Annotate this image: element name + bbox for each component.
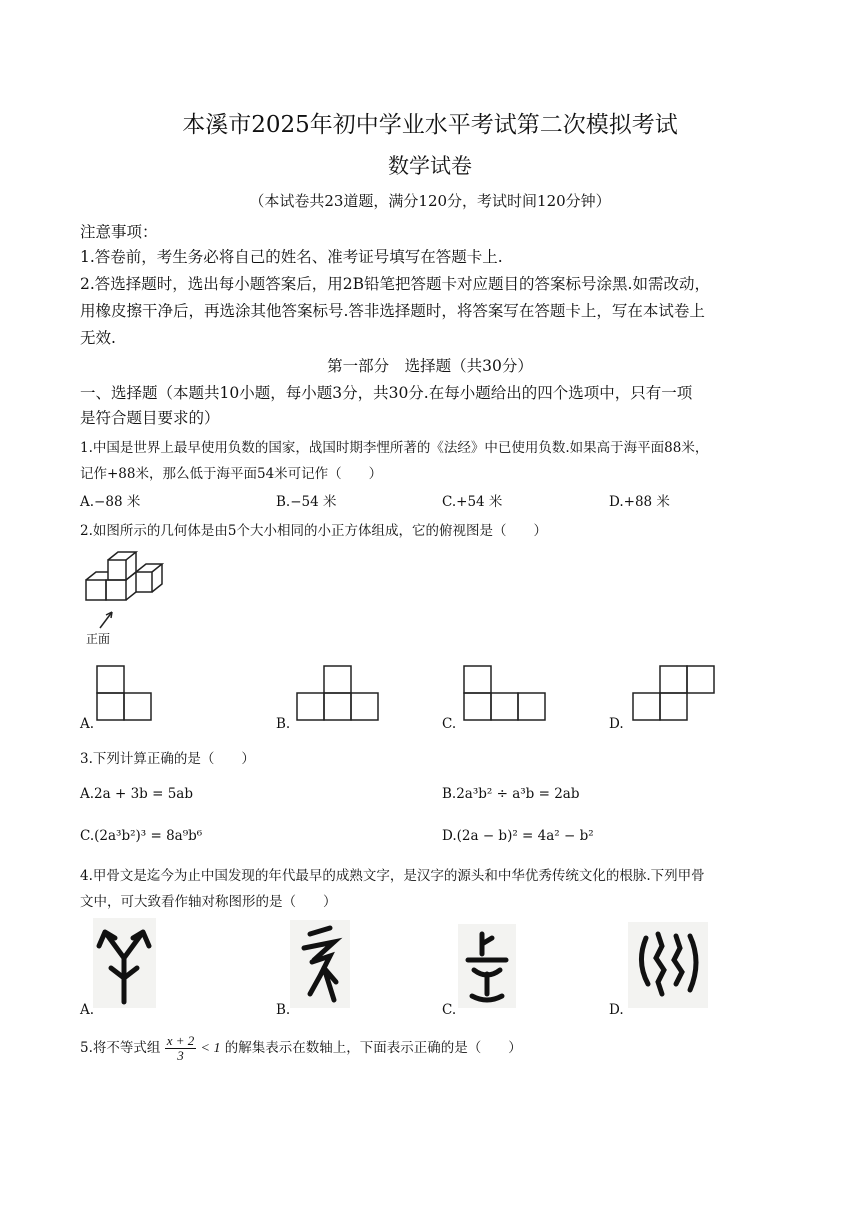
question-5-suffix: 的解集表示在数轴上，下面表示正确的是（ ） bbox=[224, 1040, 522, 1056]
question-1-line-1: 1.中国是世界上最早使用负数的国家，战国时期李悝所著的《法经》中已使用负数.如果高于海平面88米， bbox=[80, 440, 709, 456]
option-a-figure bbox=[95, 664, 155, 722]
option-c-figure bbox=[463, 664, 547, 722]
oracle-glyph-b-image bbox=[290, 920, 350, 1008]
question-5-text bbox=[80, 1034, 522, 1063]
exam-title: 本溪市2025年初中学业水平考试第二次模拟考试 bbox=[182, 112, 678, 138]
question-2-text: 2.如图所示的几何体是由5个大小相同的小正方体组成，它的俯视图是（ ） bbox=[80, 523, 547, 539]
notice-item-2-line-1: 2.答选择题时，选出每小题答案后，用2B铅笔把答题卡对应题目的答案标号涂黑.如需改动， bbox=[80, 275, 710, 293]
part1-title: 第一部分 选择题（共30分） bbox=[327, 357, 533, 375]
inequality-relation: < 1 bbox=[200, 1041, 221, 1056]
option-b-figure bbox=[296, 664, 380, 722]
question-2-option-d: D. bbox=[609, 716, 624, 732]
question-3-text: 3.下列计算正确的是（ ） bbox=[80, 751, 255, 767]
question-1-option-b: B.−54 米 bbox=[276, 494, 337, 510]
question-2-option-c: C. bbox=[442, 716, 457, 732]
question-1-option-d: D.+88 米 bbox=[609, 494, 670, 510]
section-instructions-line-2: 是符合题目要求的） bbox=[80, 409, 220, 427]
question-4-line-1: 4.甲骨文是迄今为止中国发现的年代最早的成熟文字，是汉字的源头和中华优秀传统文化的根脉.下列甲骨 bbox=[80, 868, 705, 884]
oracle-glyph-a-image bbox=[93, 918, 156, 1008]
fraction-denominator: 3 bbox=[177, 1048, 184, 1063]
notice-item-2-line-3: 无效. bbox=[80, 329, 116, 347]
question-4-line-2: 文中，可大致看作轴对称图形的是（ ） bbox=[80, 894, 337, 910]
oracle-glyph-c-image bbox=[458, 924, 516, 1008]
question-4-option-a: A. bbox=[80, 1002, 95, 1018]
question-2-option-a: A. bbox=[80, 716, 95, 732]
question-2-option-b: B. bbox=[276, 716, 291, 732]
question-3-option-d: D.(2a − b)² = 4a² − b² bbox=[442, 828, 594, 844]
notice-heading: 注意事项： bbox=[80, 223, 158, 241]
question-5-prefix: 5.将不等式组 bbox=[80, 1040, 161, 1056]
exam-subtitle: 数学试卷 bbox=[388, 154, 472, 178]
section-instructions-line-1: 一、选择题（本题共10小题，每小题3分，共30分.在每小题给出的四个选项中，只有一项 bbox=[80, 384, 693, 402]
inequality-fraction bbox=[165, 1034, 197, 1063]
question-3-option-c: C.(2a³b²)³ = 8a⁹b⁶ bbox=[80, 828, 203, 844]
oracle-glyph-d-image bbox=[628, 922, 708, 1008]
question-1-option-a: A.−88 米 bbox=[80, 494, 141, 510]
notice-item-2-line-2: 用橡皮擦干净后，再选涂其他答案标号.答非选择题时，将答案写在答题卡上，写在本试卷上 bbox=[80, 302, 705, 320]
front-view-label: 正面 bbox=[86, 632, 111, 646]
fraction-numerator: x + 2 bbox=[166, 1033, 195, 1048]
question-4-option-b: B. bbox=[276, 1002, 291, 1018]
question-4-option-d: D. bbox=[609, 1002, 624, 1018]
question-4-option-c: C. bbox=[442, 1002, 457, 1018]
notice-item-1: 1.答卷前，考生务必将自己的姓名、准考证号填写在答题卡上. bbox=[80, 248, 503, 266]
exam-info: （本试卷共23道题，满分120分，考试时间120分钟） bbox=[249, 192, 611, 210]
option-d-figure bbox=[632, 664, 716, 722]
question-3-option-b: B.2a³b² ÷ a³b = 2ab bbox=[442, 786, 580, 802]
question-1-line-2: 记作+88米，那么低于海平面54米可记作（ ） bbox=[80, 466, 383, 482]
question-3-option-a: A.2a + 3b = 5ab bbox=[80, 786, 193, 802]
question-1-option-c: C.+54 米 bbox=[442, 494, 503, 510]
